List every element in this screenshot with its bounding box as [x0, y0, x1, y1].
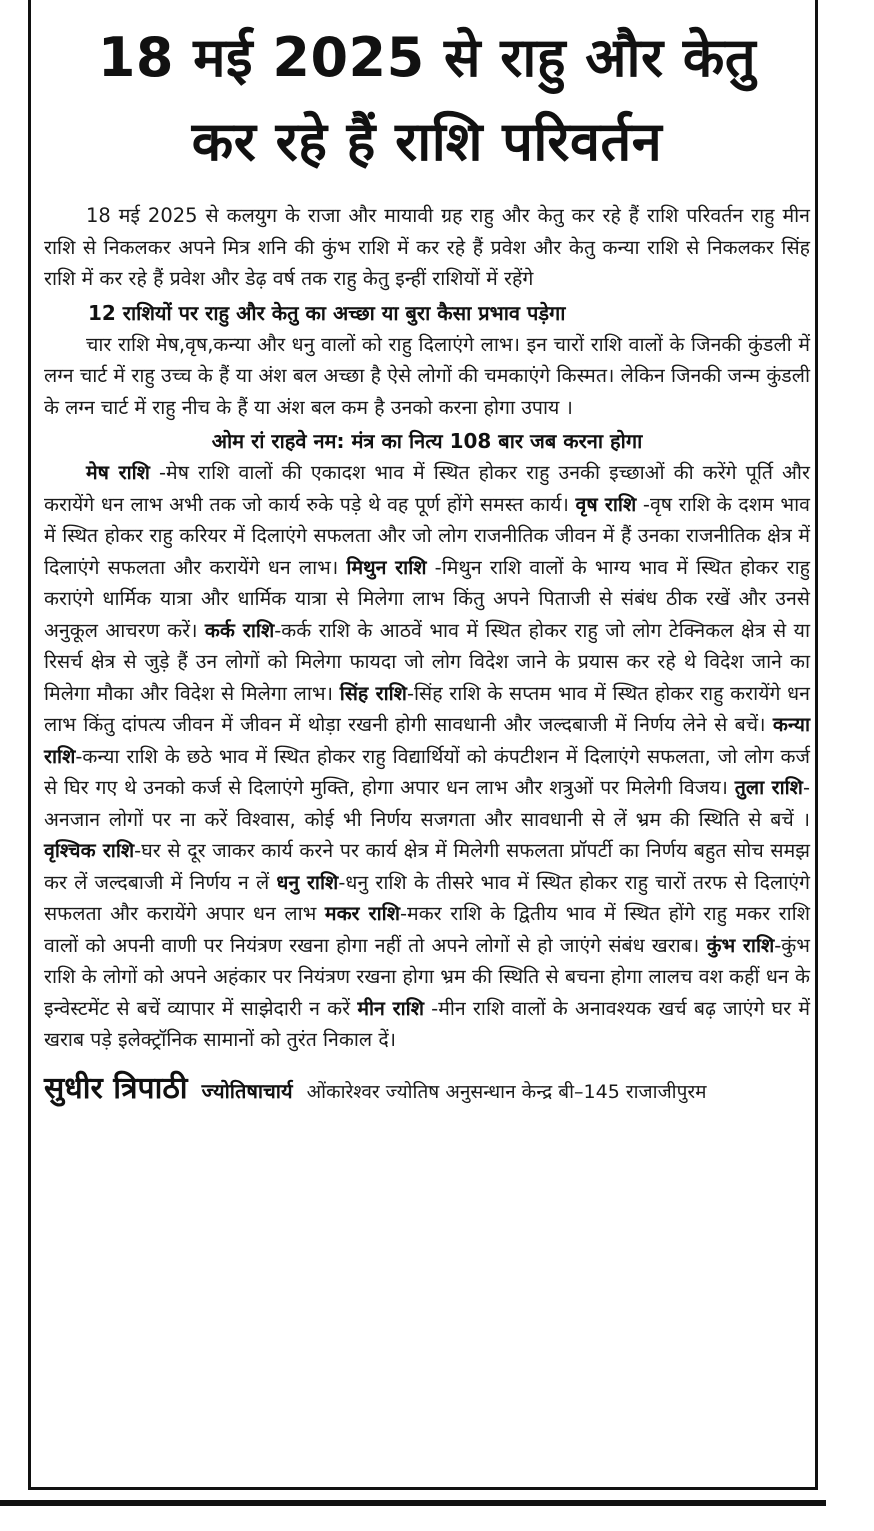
- rashi-text-mesh: -मेष राशि वालों की एकादश भाव में स्थित होकर राहु उनकी इच्छाओं की करेंगे पूर्ति और करायेंगे धन लाभ अभी तक जो कार्य रुके पड़े थे वह पूर्ण होंगे समस्त कार्य।: [44, 461, 810, 516]
- bottom-rule: [0, 1500, 826, 1506]
- rashi-name-singh: सिंह राशि: [339, 681, 407, 705]
- author-title: ज्योतिषाचार्य: [201, 1078, 293, 1103]
- headline-line-2: कर रहे हैं राशि परिवर्तन: [191, 110, 663, 173]
- rashi-text-vrishchik: -घर से दूर जाकर कार्य करने पर कार्य क्षेत्र में मिलेगी सफलता प्रॉपर्टी का निर्णय बहुत सोच समझ कर लें जल्दबाजी में निर्णय न लें: [44, 839, 810, 894]
- rashi-paragraph: [44, 457, 810, 1056]
- intro-paragraph: 18 मई 2025 से कलयुग के राजा और मायावी ग्रह राहु और केतु कर रहे हैं राशि परिवर्तन राहु मीन राशि से निकलकर अपने मित्र शनि की कुंभ राशि में कर रहे हैं प्रवेश और केतु कन्या राशि से निकलकर सिंह राशि में कर रहे हैं प्रवेश और डेढ़ वर्ष तक राहु केतु इन्हीं राशियों में रहेंगे: [44, 204, 810, 290]
- rashi-name-dhanu: धनु राशि: [276, 870, 339, 894]
- rashi-name-mithun: मिथुन राशि: [346, 555, 427, 579]
- rashi-text-kanya: -कन्या राशि के छठे भाव में स्थित होकर राहु विद्यार्थियों को कंपटीशन में दिलाएंगे सफलता, जो लोग कर्ज से घिर गए थे उनको कर्ज से दिलाएंगे मुक्ति, होगा अपार धन लाभ और शत्रुओं पर मिलेगी विजय।: [44, 744, 810, 799]
- author-name: सुधीर त्रिपाठी: [44, 1070, 188, 1106]
- rashi-text-kark: -कर्क राशि के आठवें भाव में स्थित होकर राहु जो लोग टेक्निकल क्षेत्र से या रिसर्च क्षेत्र से जुड़े हैं उन लोगों को मिलेगा फायदा जो लोग विदेश जाने के प्रयास कर रहे थे विदेश जाने का मिलेगा मौका और विदेश से मिलेगा लाभ।: [44, 618, 811, 705]
- rashi-name-tula: तुला राशि: [734, 776, 803, 799]
- rashi-text-dhanu: -धनु राशि के तीसरे भाव में स्थित होकर राहु चारों तरफ से दिलाएंगे सफलता और करायेंगे अपार धन लाभ: [44, 870, 811, 925]
- rashi-name-makar: मकर राशि: [324, 902, 400, 925]
- rashi-text-singh: -सिंह राशि के सप्तम भाव में स्थित होकर राहु करायेंगे धन लाभ किंतु दांपत्य जीवन में जीवन में थोड़ा रखनी होगी सावधानी और जल्दबाजी में निर्णय लेने से बचें।: [44, 681, 810, 736]
- subheading-effects: 12 राशियों पर राहु और केतु का अच्छा या बुरा कैसा प्रभाव पड़ेगा: [88, 300, 566, 325]
- headline: [44, 16, 810, 184]
- rashi-name-mesh: मेष राशि: [86, 461, 150, 484]
- rashi-name-kark: कर्क राशि: [204, 618, 275, 642]
- rashi-text-vrish: -वृष राशि के दशम भाव में स्थित होकर राहु करियर में दिलाएंगे सफलता और जो लोग राजनीतिक जीवन में हैं उनका राजनीतिक क्षेत्र में दिलाएंगे सफलता और करायेंगे धन लाभ।: [44, 492, 810, 579]
- rashi-text-meen: -मीन राशि वालों के अनावश्यक खर्च बढ़ जाएंगे घर में खराब पड़े इलेक्ट्रॉनिक सामानों को तुरंत निकाल दें।: [44, 996, 810, 1051]
- rashi-text-makar: -मकर राशि के द्वितीय भाव में स्थित होंगे राहु मकर राशि वालों को अपनी वाणी पर नियंत्रण रखना होगा नहीं तो अपने लोगों से हो जाएंगे संबंध खराब।: [44, 902, 810, 957]
- rashi-name-meen: मीन राशि: [357, 996, 424, 1020]
- rashi-name-vrish: वृष राशि: [575, 492, 637, 516]
- article: [44, 16, 810, 1107]
- benefit-paragraph: चार राशि मेष,वृष,कन्या और धनु वालों को राहु दिलाएंगे लाभ। इन चारों राशि वालों के जिनकी कुंडली में लग्न चार्ट में राहु उच्च के हैं या अंश बल अच्छा है ऐसे लोगों की चमकाएंगे किस्मत। लेकिन जिनकी जन्म कुंडली के लग्न चार्ट में राहु नीच के हैं या अंश बल कम है उनको करना होगा उपाय ।: [44, 332, 810, 419]
- rashi-text-mithun: -मिथुन राशि वालों के भाग्य भाव में स्थित होकर राहु कराएंगे धार्मिक यात्रा और धार्मिक यात्रा से मिलेगा लाभ किंतु अपने पिताजी से संबंध ठीक रखें और उनसे अनुकूल आचरण करें।: [44, 555, 811, 642]
- author-signature: [44, 1066, 810, 1107]
- subheading-mantra: ओम रां राहवे नम: मंत्र का नित्य 108 बार जब करना होगा: [211, 429, 643, 453]
- author-institute: ओंकारेश्वर ज्योतिष अनुसन्धान केन्द्र बी–145 राजाजीपुरम: [306, 1080, 707, 1103]
- rashi-name-kumbh: कुंभ राशि: [706, 933, 775, 957]
- rashi-name-vrishchik: वृश्चिक राशि: [44, 839, 135, 862]
- headline-line-1: 18 मई 2025 से राहु और केतु: [97, 26, 757, 89]
- rashi-name-kanya: कन्या राशि: [44, 713, 810, 768]
- rashi-text-kumbh: -कुंभ राशि के लोगों को अपने अहंकार पर नियंत्रण रखना होगा भ्रम की स्थिति से बचना होगा लालच वश कहीं धन के इन्वेस्टमेंट से बचें व्यापार में साझेदारी न करें: [44, 933, 810, 1020]
- rashi-text-tula: -अनजान लोगों पर ना करें विश्वास, कोई भी निर्णय सजगता और सावधानी से लें भ्रम की स्थिति से बचें ।: [44, 776, 810, 831]
